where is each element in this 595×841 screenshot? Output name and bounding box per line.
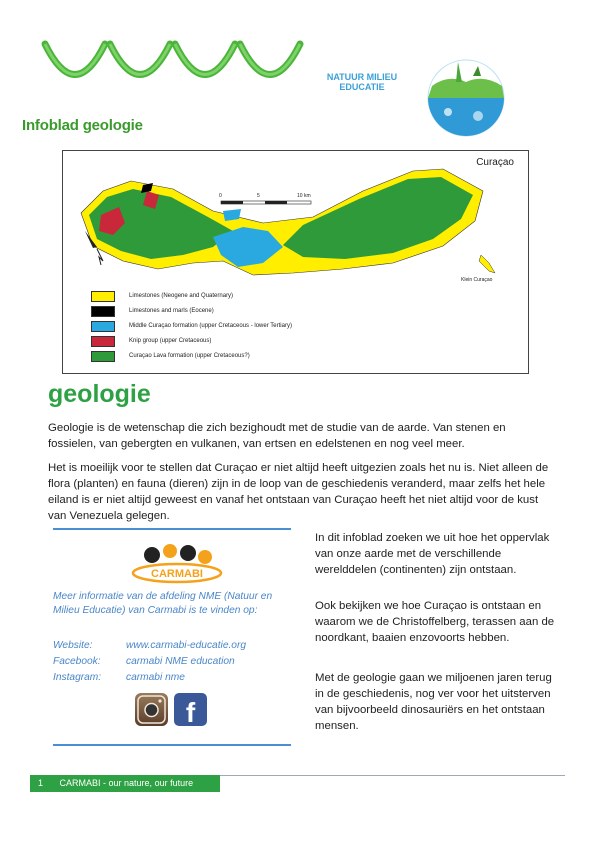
intro-paragraph: Geologie is de wetenschap die zich bezighoudt met de studie van de aarde. Van stenen en fossielen, van gebergten en vulkanen, van ertsen en edelstenen en nog veel meer. — [48, 422, 506, 450]
instagram-row — [53, 672, 185, 683]
website-link[interactable]: www.carmabi-educatie.org — [126, 640, 247, 651]
facebook-link[interactable]: carmabi NME education — [126, 656, 235, 667]
website-label: Website: — [53, 640, 93, 651]
instagram-label: Instagram: — [53, 672, 102, 683]
instagram-icon[interactable] — [135, 693, 168, 726]
facebook-label: Facebook: — [53, 656, 101, 667]
map-island-label: Curaçao — [476, 157, 514, 168]
footer-bar — [30, 775, 220, 792]
carmabi-logo — [130, 537, 225, 587]
klein-curacao-label: Klein Curaçao — [461, 277, 493, 283]
nme-logo-emblem — [418, 52, 518, 138]
legend-item: Knip group (upper Cretaceous) — [91, 336, 211, 346]
legend-item: Limestones and marls (Eocene) — [91, 306, 214, 316]
info-box-bottom-rule — [53, 744, 291, 746]
info-box-top-rule — [53, 528, 291, 530]
section-heading: geologie — [48, 380, 151, 408]
side-paragraph-2: Ook bekijken we hoe Curaçao is ontstaan en waarom we de Christoffelberg, terassen aan de noordkant, baaien enzovoorts hebben. — [315, 600, 555, 644]
side-paragraph-1: In dit infoblad zoeken we uit hoe het oppervlak van onze aarde met de verschillende werelddelen (continenten) zijn ontstaan. — [315, 532, 550, 576]
facebook-row — [53, 656, 235, 667]
page-number: 1 — [38, 778, 44, 788]
header-arches — [0, 30, 320, 100]
history-paragraph: Het is moeilijk voor te stellen dat Curaçao er niet altijd heeft uitgezien zoals het nu is. Niet alleen de flora (planten) en fauna (dieren) zijn in de loop van de geschiedenis veranderd, maar zelfs het hele eiland is er niet altijd geweest en vanaf het ontstaan van Curaçao heeft het niet altijd voor de kust van Venezuela gelegen. — [48, 462, 549, 522]
island-map-shape — [63, 151, 528, 291]
instagram-link[interactable]: carmabi nme — [126, 672, 185, 683]
footer-text: CARMABI - our nature, our future — [59, 778, 194, 788]
geology-map: Curaçao 0 5 10 km Klein Curaçao Limestones (Neogene and Quaternary) Limestones and marls (Eocene) Middle Curaçao formation (upper Cretaceous - lower Tertiary) Knip group (upper Cretaceous) Curaçao Lava formation (upper Cretaceous?) — [62, 150, 529, 374]
info-lead-text: Meer informatie van de afdeling NME (Natuur en Milieu Educatie) van Carmabi is te vinden op: — [53, 591, 273, 616]
side-paragraph-3: Met de geologie gaan we miljoenen jaren terug in de geschiedenis, nog ver voor het uitsterven van bijvoorbeeld dinosauriërs en het ontstaan mensen. — [315, 672, 552, 732]
legend-item: Middle Curaçao formation (upper Cretaceous - lower Tertiary) — [91, 321, 292, 331]
legend-item: Curaçao Lava formation (upper Cretaceous?) — [91, 351, 250, 361]
website-row — [53, 640, 246, 651]
legend-item: Limestones (Neogene and Quaternary) — [91, 291, 233, 301]
carmabi-logo-text: CARMABI — [151, 568, 203, 580]
facebook-icon[interactable]: f — [174, 693, 207, 726]
nme-logo-text: NATUUR MILIEU EDUCATIE — [326, 72, 398, 92]
document-title: Infoblad geologie — [22, 117, 143, 134]
